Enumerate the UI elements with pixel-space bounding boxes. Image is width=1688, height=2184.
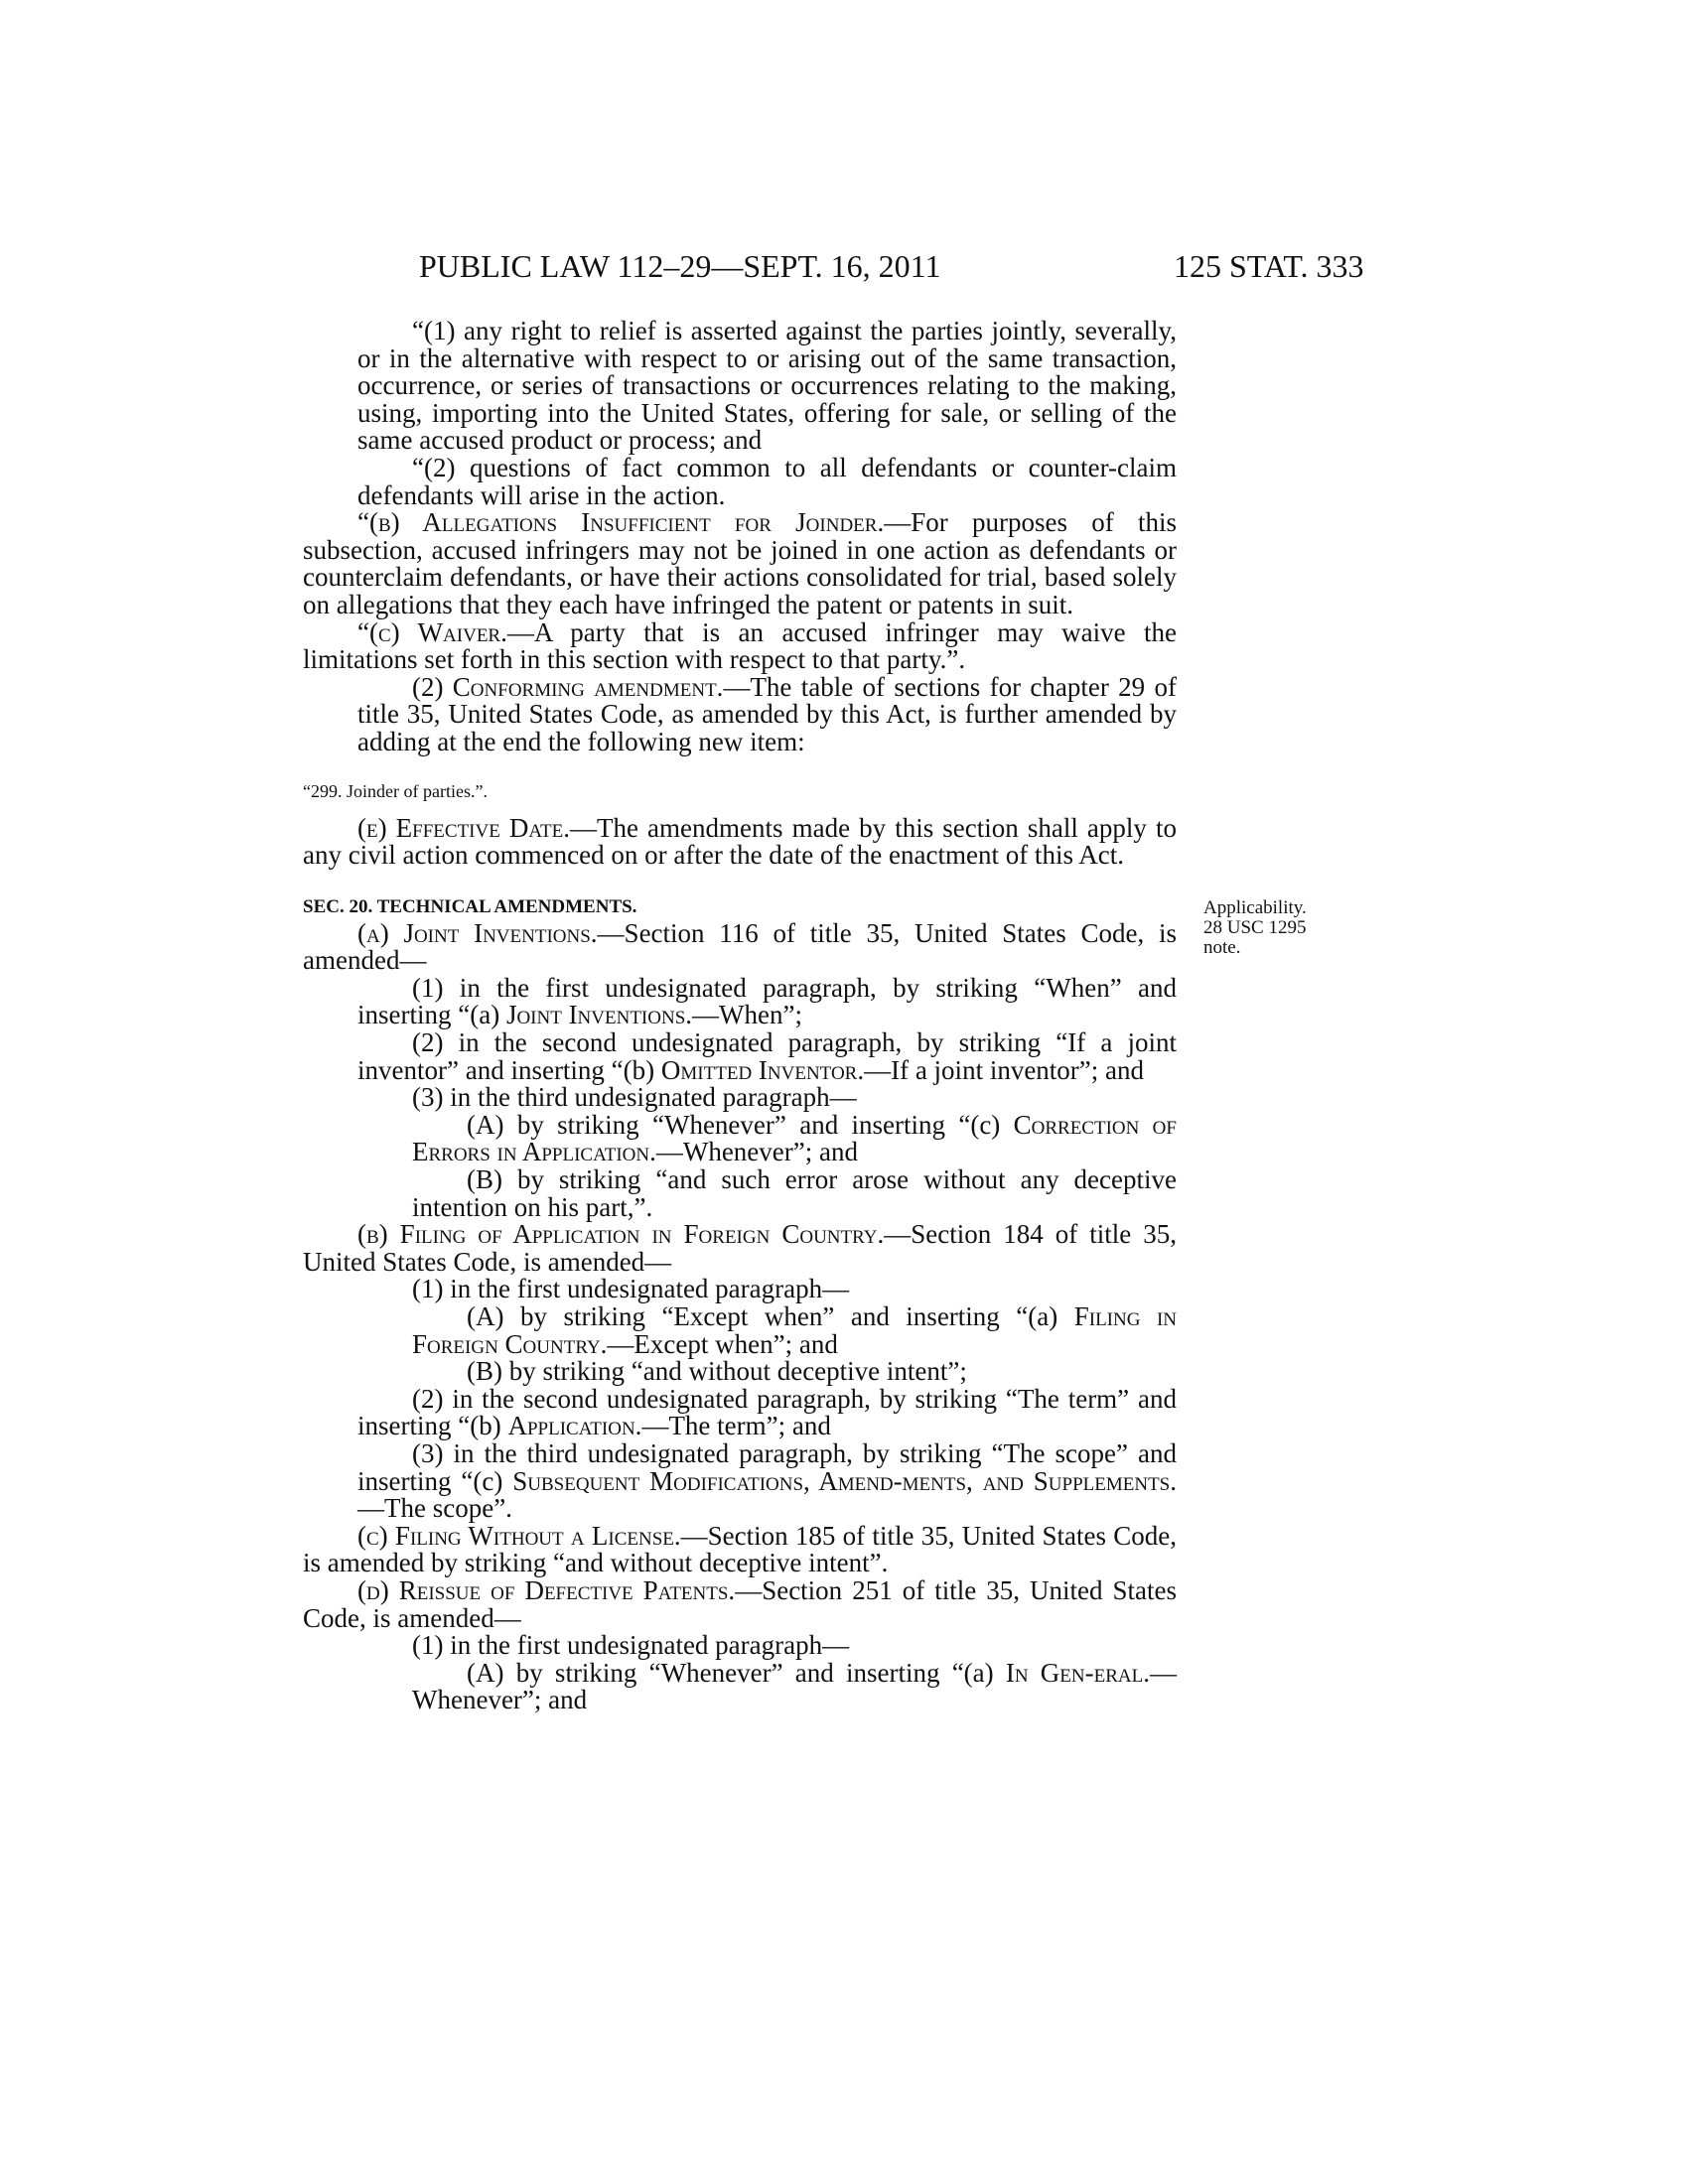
clause-caption: In Gen-eral. — [1005, 1657, 1150, 1688]
clause-text: —The term”; and — [641, 1411, 831, 1441]
subsection-heading: (d) Reissue of Defective Patents. — [357, 1574, 736, 1605]
clause-caption: Omitted Inventor. — [660, 1054, 865, 1085]
paragraph-a-joint-inventions — [303, 917, 1177, 976]
clause-caption: Subsequent Modifications, Amend-ments, and Supplements. — [512, 1465, 1177, 1496]
clause-3-third-paragraph — [303, 1437, 1177, 1524]
paragraph-e-effective-date — [303, 812, 1177, 871]
subsection-heading: (b) Filing of Application in Foreign Country. — [357, 1219, 885, 1250]
clause-text: —Whenever”; and — [412, 1657, 1177, 1715]
paragraph-c-waiver — [303, 616, 1177, 675]
subclause-b-deceptive-intent: (B) by striking “and without deceptive intent”; — [467, 1356, 967, 1387]
table-of-sections-item: “299. Joinder of parties.”. — [303, 780, 488, 801]
clause-caption: Correction of Errors in Application. — [412, 1109, 1177, 1167]
paragraph-c-filing-without-license — [303, 1520, 1177, 1578]
subsection-heading: “(b) Allegations Insufficient for Joinder. — [357, 507, 885, 538]
subsection-heading: (2) Conforming amendment. — [412, 671, 724, 702]
subsection-heading: (a) Joint Inventions. — [357, 917, 598, 948]
clause-1-first-paragraph: (1) in the first undesignated paragraph— — [412, 1630, 850, 1661]
subsection-text: —For purposes of this subsection, accused infringers may not be joined in one action as defendants or counterclaim defendants, or have their actions consolidated for trial, based solely on allegations that they each have infringed the patent or patents in suit. — [303, 507, 1177, 619]
clause-caption: Application. — [507, 1411, 642, 1441]
margin-note: Applicability. 28 USC 1295 note. — [1203, 897, 1307, 958]
clause-text: —Except when”; and — [607, 1328, 838, 1359]
paragraph-1-joint-relief: “(1) any right to relief is asserted against the parties jointly, severally, or in the alternative with respect to or arising out of the same transaction, occurrence, or series of transactions or occurrences relating to the making, using, importing into the United States, offering for sale, or selling of the same accused product or process; and — [357, 316, 1177, 456]
subclause-b-error: (B) by striking “and such error arose without any deceptive intention on his part,”. — [412, 1164, 1177, 1222]
clause-text: (A) by striking “Whenever” and inserting “(c) — [467, 1109, 1014, 1140]
clause-1-first-paragraph — [303, 972, 1177, 1030]
clause-text: —The scope”. — [357, 1493, 512, 1524]
clause-text: —Whenever”; and — [655, 1137, 858, 1167]
clause-text: (1) in the first undesignated paragraph, by striking “When” and inserting “(a) — [357, 972, 1177, 1030]
clause-text: —When”; — [692, 1000, 802, 1030]
subsection-text: —The table of sections for chapter 29 of title 35, United States Code, as amended by this Act, is further amended by adding at the end the following new item: — [357, 671, 1177, 756]
running-header-stat-page: 125 STAT. 333 — [1174, 248, 1364, 284]
clause-text: (A) by striking “Whenever” and inserting “(a) — [467, 1657, 1006, 1688]
clause-caption: Filing in Foreign Country. — [412, 1301, 1177, 1359]
clause-3-third-paragraph: (3) in the third undesignated paragraph— — [412, 1082, 857, 1113]
document-body — [303, 318, 1177, 1714]
paragraph-2-common-questions: “(2) questions of fact common to all defendants or counter-claim defendants will arise in the action. — [357, 452, 1177, 510]
clause-text: (3) in the third undesignated paragraph, by striking “The scope” and inserting “(c) — [357, 1437, 1177, 1496]
subsection-text: —Section 184 of title 35, United States Code, is amended— — [303, 1219, 1178, 1277]
clause-1-first-paragraph: (1) in the first undesignated paragraph— — [412, 1274, 850, 1304]
paragraph-b-foreign-filing — [303, 1221, 1177, 1276]
clause-2-second-paragraph — [303, 1383, 1177, 1441]
subsection-text: —A party that is an accused infringer may waive the limitations set forth in this section with respect to that party.”. — [303, 616, 1177, 675]
subsection-text: —Section 251 of title 35, United States Code, is amended— — [303, 1574, 1178, 1633]
subclause-a-in-general — [303, 1657, 1177, 1715]
subclause-a-except-when — [303, 1303, 1177, 1358]
paragraph-d-reissue — [303, 1574, 1178, 1633]
subsection-heading: (e) Effective Date. — [357, 812, 570, 843]
clause-text: (A) by striking “Except when” and inserting “(a) — [467, 1301, 1074, 1331]
clause-text: (2) in the second undesignated paragraph, by striking “If a joint inventor” and inserting “(b) — [357, 1027, 1177, 1085]
subsection-heading: “(c) Waiver. — [357, 616, 507, 647]
clause-caption: Joint Inventions. — [505, 1000, 693, 1030]
subsection-heading: (c) Filing Without a License. — [357, 1520, 681, 1551]
clause-2-second-paragraph — [303, 1029, 1177, 1084]
clause-text: (2) in the second undesignated paragraph, by striking “The term” and inserting “(b) — [357, 1383, 1177, 1441]
subsection-text: —The amendments made by this section shall apply to any civil action commenced on or after the date of the enactment of this Act. — [303, 812, 1177, 871]
subsection-text: —Section 185 of title 35, United States Code, is amended by striking “and without deceptive intent”. — [303, 1520, 1177, 1578]
running-header-title: PUBLIC LAW 112–29—SEPT. 16, 2011 — [419, 248, 941, 284]
paragraph-conforming-amendment — [303, 671, 1177, 756]
subclause-a-whenever — [303, 1109, 1177, 1167]
paragraph-b-allegations — [303, 509, 1177, 618]
section-heading: SEC. 20. TECHNICAL AMENDMENTS. — [303, 895, 637, 917]
clause-text: —If a joint inventor”; and — [864, 1054, 1145, 1085]
subsection-text: —Section 116 of title 35, United States Code, is amended— — [303, 917, 1177, 976]
